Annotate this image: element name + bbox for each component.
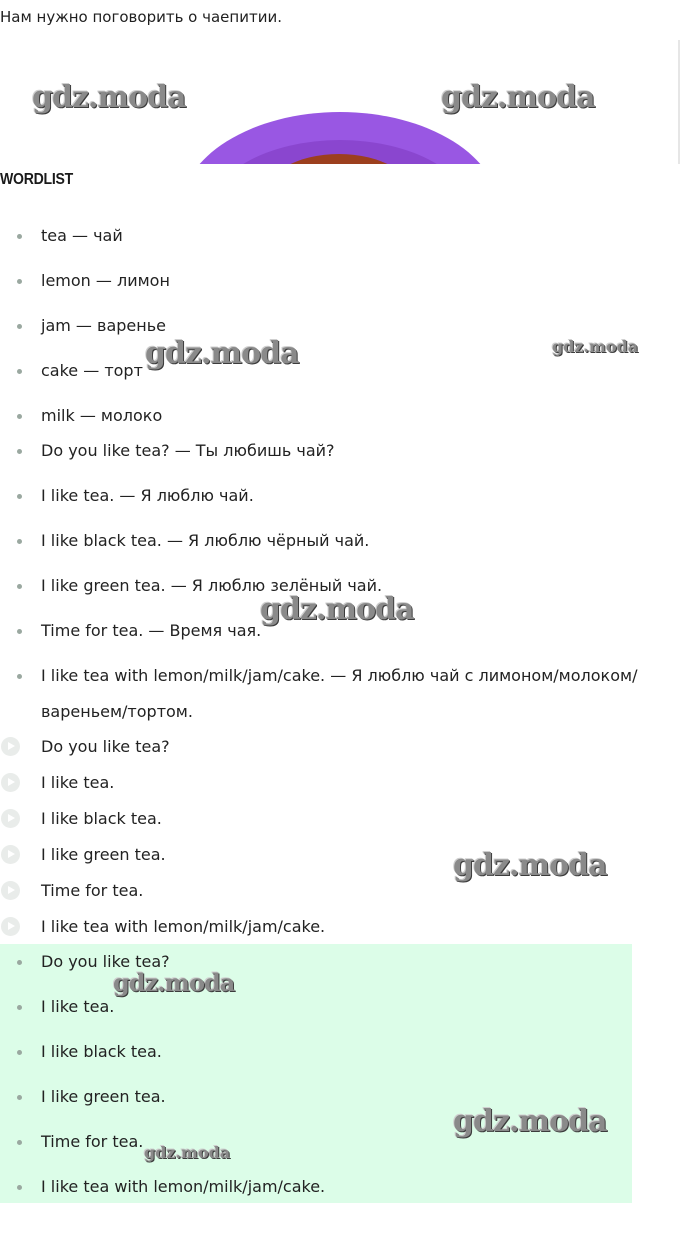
bullet-icon (17, 1050, 22, 1055)
bullet-icon (17, 1140, 22, 1145)
play-icon[interactable] (1, 737, 20, 756)
watermark: gdz.moda (144, 1143, 231, 1162)
bullet-icon (17, 629, 22, 634)
watermark: gdz.moda (441, 80, 595, 115)
bullet-icon (17, 674, 22, 679)
bullet-icon (17, 1185, 22, 1190)
audio-item[interactable]: I like green tea. (0, 837, 670, 873)
play-icon[interactable] (1, 809, 20, 828)
play-icon[interactable] (1, 845, 20, 864)
watermark: gdz.moda (453, 848, 607, 883)
watermark: gdz.moda (453, 1104, 607, 1139)
bullet-icon (17, 1005, 22, 1010)
bullet-icon (17, 1095, 22, 1100)
play-icon[interactable] (1, 773, 20, 792)
play-icon[interactable] (1, 881, 20, 900)
bullet-icon (17, 584, 22, 589)
bullet-icon (17, 369, 22, 374)
intro-text: Нам нужно поговорить о чаепитии. (0, 8, 282, 26)
watermark: gdz.moda (260, 592, 414, 627)
bullet-icon (17, 414, 22, 419)
bullet-icon (17, 449, 22, 454)
highlight-box (0, 944, 632, 1203)
audio-item[interactable]: I like tea with lemon/milk/jam/cake. (0, 909, 670, 945)
bullet-icon (17, 234, 22, 239)
bullet-icon (17, 539, 22, 544)
audio-item[interactable]: Time for tea. (0, 873, 670, 909)
audio-item[interactable]: I like tea. (0, 765, 670, 801)
audio-item[interactable]: I like black tea. (0, 801, 670, 837)
watermark: gdz.moda (32, 80, 186, 115)
watermark: gdz.moda (113, 968, 235, 997)
watermark: gdz.moda (145, 336, 299, 371)
bullet-icon (17, 324, 22, 329)
wordlist-heading: WORDLIST (0, 171, 73, 188)
bullet-icon (17, 279, 22, 284)
play-icon[interactable] (1, 917, 20, 936)
watermark: gdz.moda (552, 337, 639, 356)
bullet-icon (17, 960, 22, 965)
bullet-icon (17, 494, 22, 499)
audio-item[interactable]: Do you like tea? (0, 729, 670, 765)
